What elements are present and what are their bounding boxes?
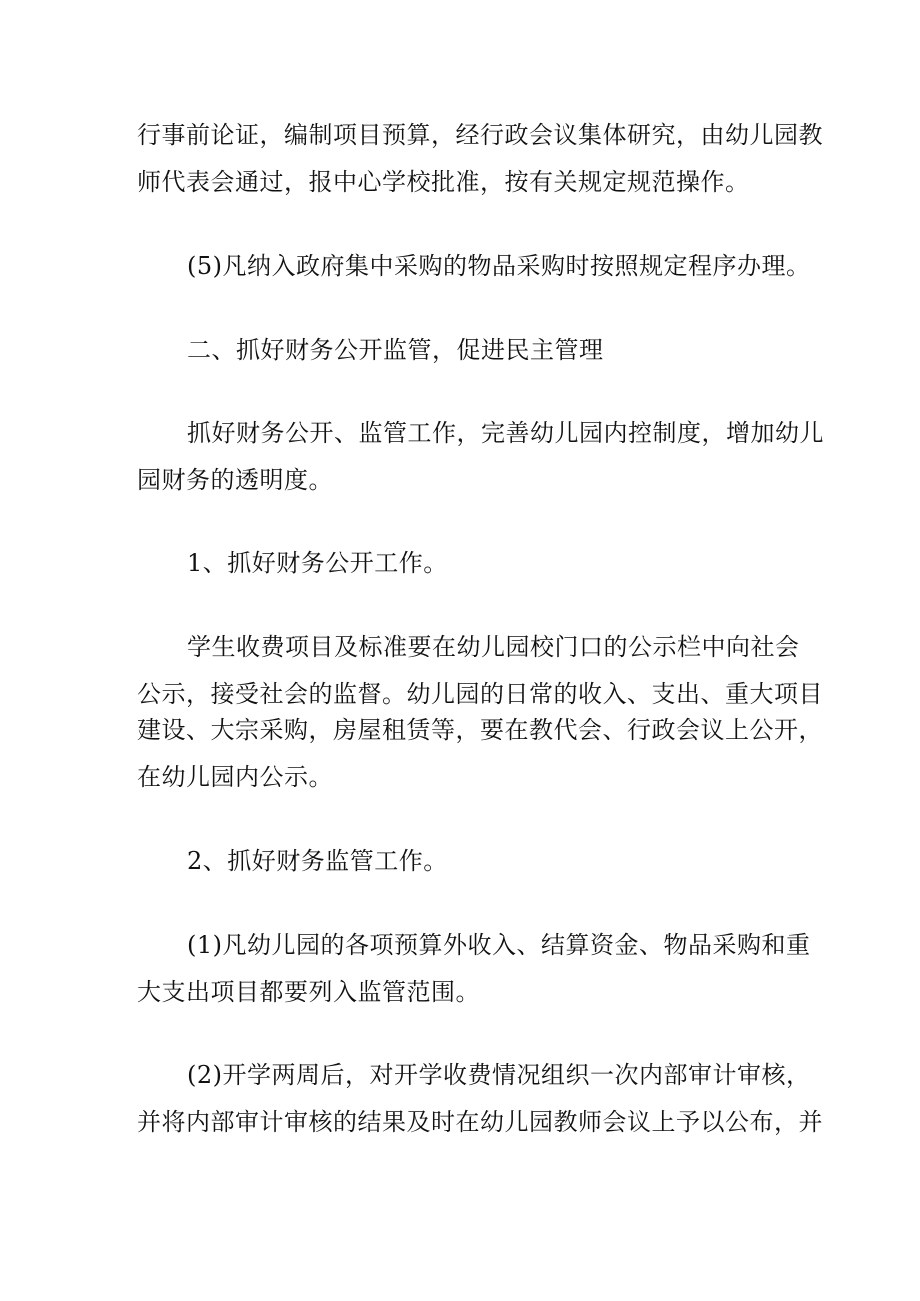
paragraph-line: 师代表会通过，报中心学校批准，按有关规定规范操作。 <box>137 168 750 196</box>
paragraph-line: 大支出项目都要列入监管范围。 <box>137 978 480 1006</box>
paragraph-line: 建设、大宗采购，房屋租赁等，要在教代会、行政会议上公开， <box>137 716 823 744</box>
paragraph-line: 抓好财务公开、监管工作，完善幼儿园内控制度，增加幼儿 <box>187 419 824 447</box>
subsection-heading: 2、抓好财务监管工作。 <box>187 847 448 875</box>
paragraph-line: 行事前论证，编制项目预算，经行政会议集体研究，由幼儿园教 <box>137 121 823 149</box>
paragraph-line: (1)凡幼儿园的各项预算外收入、结算资金、物品采购和重 <box>187 931 811 959</box>
paragraph-line: 公示，接受社会的监督。幼儿园的日常的收入、支出、重大项目 <box>137 680 823 708</box>
paragraph-line: (2)开学两周后，对开学收费情况组织一次内部审计审核， <box>187 1061 811 1089</box>
paragraph-line: 学生收费项目及标准要在幼儿园校门口的公示栏中向社会 <box>187 633 800 661</box>
subsection-heading: 1、抓好财务公开工作。 <box>187 549 448 577</box>
paragraph-line: 园财务的透明度。 <box>137 466 333 494</box>
paragraph-line: (5)凡纳入政府集中采购的物品采购时按照规定程序办理。 <box>187 252 811 280</box>
paragraph-line: 并将内部审计审核的结果及时在幼儿园教师会议上予以公布，并 <box>137 1108 823 1136</box>
paragraph-line: 在幼儿园内公示。 <box>137 763 333 791</box>
section-heading: 二、抓好财务公开监管，促进民主管理 <box>187 336 604 364</box>
